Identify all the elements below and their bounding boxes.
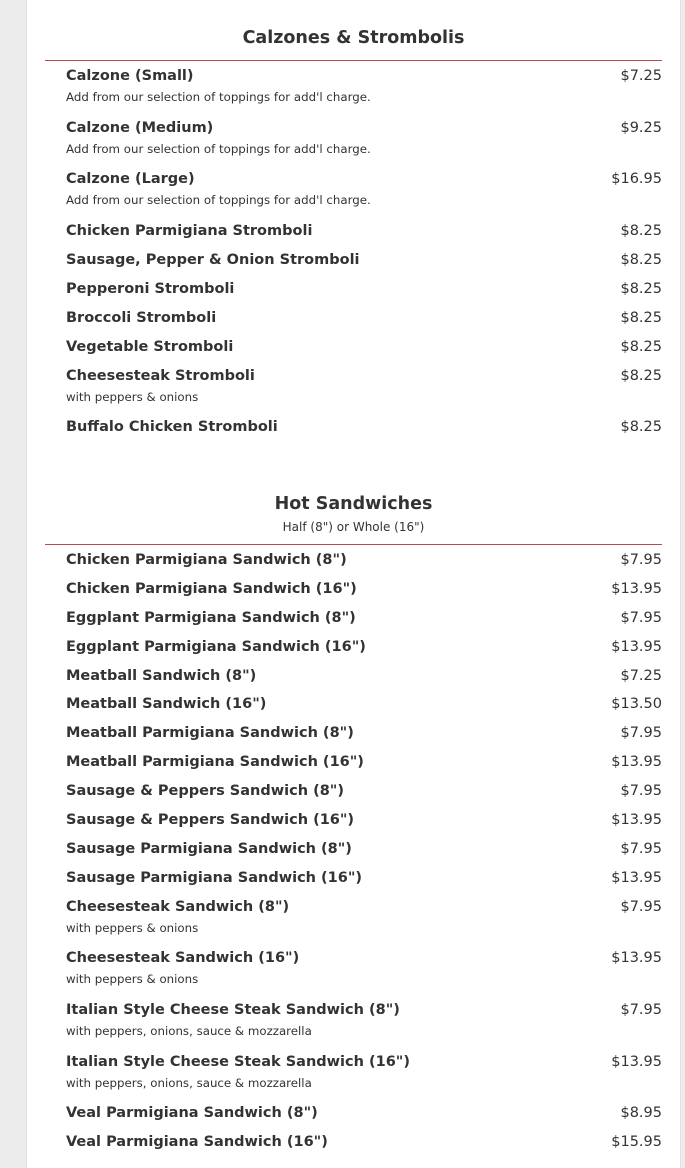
menu-item-name: Italian Style Cheese Steak Sandwich (8") (66, 1002, 400, 1019)
menu-item-price: $7.95 (620, 898, 662, 915)
section-title: Hot Sandwiches (274, 494, 433, 514)
menu-item-row (66, 668, 662, 684)
menu-item-row (66, 696, 662, 712)
menu-item[interactable] (66, 661, 662, 690)
menu-item[interactable] (66, 545, 662, 574)
menu-item-row (66, 899, 662, 915)
menu-item-name: Cheesesteak Stromboli (66, 367, 255, 384)
menu-item[interactable] (66, 892, 662, 944)
menu-item-price: $7.95 (620, 840, 662, 857)
menu-item-name: Chicken Parmigiana Stromboli (66, 223, 313, 240)
menu-item-row (66, 1054, 662, 1070)
menu-item-price: $8.25 (620, 309, 662, 326)
menu-item-description: with peppers, onions, sauce & mozzarella (66, 1024, 312, 1039)
menu-item-row (66, 725, 662, 741)
menu-item-price: $9.25 (620, 119, 662, 136)
menu-item-row (66, 368, 662, 384)
menu-item-name: Sausage & Peppers Sandwich (16") (66, 812, 355, 829)
menu-item-price: $13.95 (611, 754, 662, 771)
menu-item[interactable] (66, 943, 662, 995)
menu-item-price: $8.25 (620, 223, 662, 240)
menu-item-row (66, 120, 662, 136)
menu-item-name: Eggplant Parmigiana Sandwich (8") (66, 609, 356, 626)
menu-page (26, 0, 681, 1168)
menu-item[interactable] (66, 689, 662, 718)
menu-item-name: Sausage Parmigiana Sandwich (8") (66, 840, 352, 857)
menu-item-row (66, 812, 662, 828)
menu-item-description: with peppers, onions, sauce & mozzarella (66, 1075, 312, 1090)
menu-item-name: Sausage Parmigiana Sandwich (16") (66, 869, 363, 886)
menu-item-price: $16.95 (611, 171, 662, 188)
menu-item[interactable] (66, 61, 662, 113)
menu-item[interactable] (66, 332, 662, 361)
menu-item-price: $13.95 (611, 638, 662, 655)
menu-item-name: Calzone (Medium) (66, 119, 214, 136)
menu-item-price: $15.95 (611, 1134, 662, 1151)
menu-item-row (66, 552, 662, 568)
menu-item-name: Broccoli Stromboli (66, 309, 217, 326)
menu-item-price: $7.25 (620, 667, 662, 684)
menu-item-price: $8.25 (620, 419, 662, 436)
menu-item-name: Meatball Sandwich (16") (66, 696, 267, 713)
menu-item-name: Sausage & Peppers Sandwich (8") (66, 783, 344, 800)
menu-section-calzones (45, 28, 662, 441)
menu-item[interactable] (66, 603, 662, 632)
menu-item-name: Italian Style Cheese Steak Sandwich (16") (66, 1053, 410, 1070)
menu-item-price: $7.95 (620, 609, 662, 626)
menu-item-row (66, 68, 662, 84)
menu-item-name: Pepperoni Stromboli (66, 280, 235, 297)
section-subtitle: Half (8") or Whole (16") (282, 520, 425, 534)
menu-item-price: $8.95 (620, 1105, 662, 1122)
menu-item[interactable] (66, 113, 662, 165)
menu-item-row (66, 841, 662, 857)
menu-item-name: Buffalo Chicken Stromboli (66, 419, 278, 436)
menu-item-row (66, 581, 662, 597)
menu-item-row (66, 171, 662, 187)
menu-item-name: Cheesesteak Sandwich (8") (66, 898, 290, 915)
menu-item[interactable] (66, 805, 662, 834)
menu-item-name: Meatball Parmigiana Sandwich (16") (66, 754, 364, 771)
menu-item-row (66, 639, 662, 655)
menu-item-row (66, 783, 662, 799)
menu-item-price: $13.95 (611, 580, 662, 597)
menu-item[interactable] (66, 361, 662, 413)
menu-item[interactable] (66, 274, 662, 303)
menu-item-name: Meatball Sandwich (8") (66, 667, 257, 684)
menu-item-row (66, 339, 662, 355)
menu-item[interactable] (66, 747, 662, 776)
menu-item-name: Calzone (Small) (66, 68, 194, 84)
menu-item-description: with peppers & onions (66, 389, 199, 404)
menu-item-name: Veal Parmigiana Sandwich (8") (66, 1105, 318, 1122)
menu-item-price: $13.95 (611, 869, 662, 886)
menu-item-name: Chicken Parmigiana Sandwich (16") (66, 580, 357, 597)
menu-item-price: $7.95 (620, 552, 662, 568)
menu-item-price: $7.95 (620, 725, 662, 742)
menu-item-name: Cheesesteak Sandwich (16") (66, 950, 300, 967)
menu-item-list (45, 545, 662, 1156)
menu-item[interactable] (66, 216, 662, 245)
menu-item[interactable] (66, 303, 662, 332)
menu-item-price: $8.25 (620, 338, 662, 355)
menu-item-row (66, 223, 662, 239)
menu-item[interactable] (66, 1047, 662, 1099)
menu-item[interactable] (66, 1098, 662, 1127)
menu-item-description: with peppers & onions (66, 920, 199, 935)
menu-item-name: Vegetable Stromboli (66, 338, 234, 355)
menu-item-price: $7.25 (620, 68, 662, 84)
menu-item-row (66, 870, 662, 886)
menu-item[interactable] (66, 863, 662, 892)
menu-item-price: $13.95 (611, 812, 662, 829)
menu-item-row (66, 1002, 662, 1018)
menu-item-price: $8.25 (620, 280, 662, 297)
section-title: Calzones & Strombolis (242, 28, 465, 48)
menu-item-price: $8.25 (620, 367, 662, 384)
menu-item[interactable] (66, 718, 662, 747)
menu-item-price: $7.95 (620, 783, 662, 800)
menu-item[interactable] (66, 776, 662, 805)
menu-item[interactable] (66, 164, 662, 216)
menu-item-row (66, 1105, 662, 1121)
menu-section-hot-sandwiches (45, 494, 662, 1156)
menu-item[interactable] (66, 574, 662, 603)
menu-item-price: $13.95 (611, 1053, 662, 1070)
menu-item-row (66, 1134, 662, 1150)
menu-item-name: Eggplant Parmigiana Sandwich (16") (66, 638, 366, 655)
menu-item[interactable] (66, 632, 662, 661)
menu-item[interactable] (66, 995, 662, 1047)
menu-item-price: $7.95 (620, 1002, 662, 1019)
menu-item-name: Chicken Parmigiana Sandwich (8") (66, 552, 347, 568)
menu-item-row (66, 419, 662, 435)
menu-item-list (45, 61, 662, 441)
menu-item-row (66, 310, 662, 326)
menu-item-row (66, 754, 662, 770)
menu-item-name: Sausage, Pepper & Onion Stromboli (66, 251, 360, 268)
menu-item-name: Veal Parmigiana Sandwich (16") (66, 1134, 328, 1151)
menu-item[interactable] (66, 1127, 662, 1156)
menu-item-row (66, 281, 662, 297)
menu-item-description: Add from our selection of toppings for add'l charge. (66, 141, 371, 156)
menu-item-row (66, 252, 662, 268)
menu-item-name: Meatball Parmigiana Sandwich (8") (66, 725, 354, 742)
menu-item-row (66, 610, 662, 626)
menu-item-description: with peppers & onions (66, 972, 199, 987)
menu-item-description: Add from our selection of toppings for add'l charge. (66, 90, 371, 104)
menu-item-row (66, 950, 662, 966)
menu-item[interactable] (66, 834, 662, 863)
menu-item-price: $8.25 (620, 251, 662, 268)
menu-item-description: Add from our selection of toppings for add'l charge. (66, 193, 371, 208)
menu-item-price: $13.95 (611, 950, 662, 967)
menu-item[interactable] (66, 245, 662, 274)
menu-item-price: $13.50 (611, 696, 662, 713)
menu-item[interactable] (66, 412, 662, 441)
menu-item-name: Calzone (Large) (66, 171, 195, 188)
